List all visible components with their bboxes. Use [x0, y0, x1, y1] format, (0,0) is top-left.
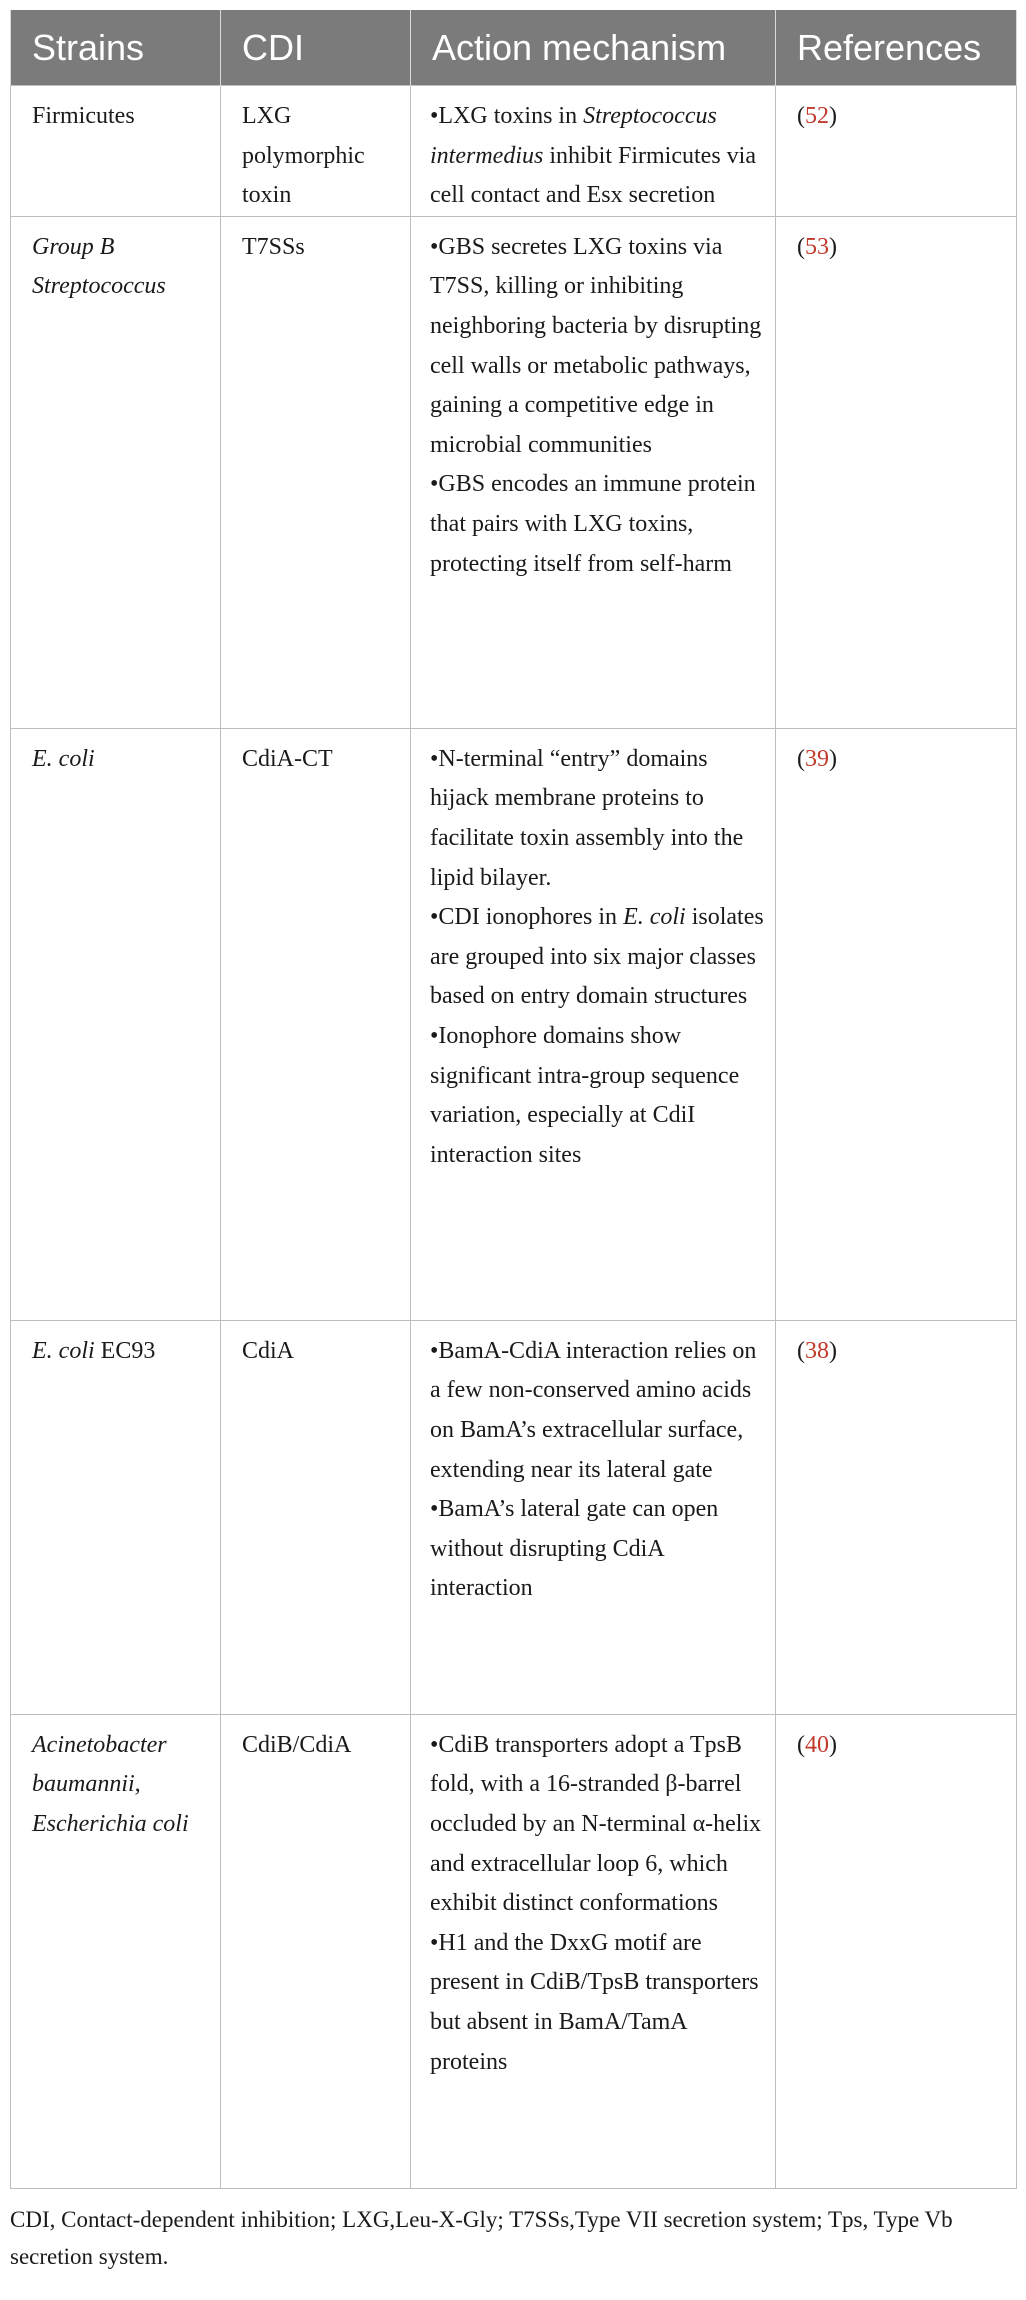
- header-row: [11, 10, 1017, 86]
- mechanism-text: •CdiB transporters adopt a TpsB fold, with a 16-stranded β-barrel occluded by an N-terminal α-helix and extracellular loop 6, which exhibit distinct conformations: [430, 1731, 762, 1917]
- reference-cell: [776, 728, 1017, 1320]
- table-container: [10, 10, 1016, 2275]
- mechanism-text: •LXG toxins in: [430, 103, 584, 129]
- ref-paren-open: (: [797, 1337, 805, 1364]
- mechanism-cell: [411, 1320, 776, 1714]
- mechanism-bullet: [430, 1017, 765, 1175]
- mechanism-text: inhibit Firmicutes via cell contact and Esx secretion: [430, 142, 756, 209]
- mechanism-bullet: [430, 1924, 765, 2082]
- strain-cell: [11, 1714, 221, 2188]
- mechanism-table: [10, 10, 1017, 2189]
- strain-name: E. coli: [32, 1337, 95, 1364]
- mechanism-text: •Ionophore domains show significant intra-group sequence variation, especially at CdiI interaction sites: [430, 1022, 740, 1168]
- mechanism-bullet: [430, 1332, 765, 1490]
- reference-cell: [776, 216, 1017, 728]
- mechanism-text: •BamA-CdiA interaction relies on a few non-conserved amino acids on BamA’s extracellular surface, extending near its lateral gate: [430, 1337, 757, 1483]
- mechanism-bullet: [430, 228, 765, 466]
- table-row: [11, 728, 1017, 1320]
- ref-paren-open: (: [797, 233, 805, 260]
- mechanism-bullet: [430, 97, 765, 216]
- mechanism-bullet: [430, 1490, 765, 1609]
- mechanism-bullet: [430, 740, 765, 898]
- reference-link[interactable]: 53: [805, 233, 829, 260]
- table-row: [11, 1714, 1017, 2188]
- cdi-cell: CdiA: [221, 1320, 411, 1714]
- mechanism-text: •N-terminal “entry” domains hijack membrane proteins to facilitate toxin assembly into the lipid bilayer.: [430, 745, 744, 891]
- ref-paren-open: (: [797, 103, 805, 129]
- reference-link[interactable]: 39: [805, 745, 829, 772]
- mechanism-cell: [411, 86, 776, 217]
- cdi-cell: T7SSs: [221, 216, 411, 728]
- header-cdi: CDI: [221, 10, 411, 86]
- header-strains: Strains: [11, 10, 221, 86]
- strain-cell: [11, 86, 221, 217]
- reference-cell: [776, 1714, 1017, 2188]
- header-references: References: [776, 10, 1017, 86]
- ref-paren-open: (: [797, 745, 805, 772]
- strain-name: E. coli: [32, 745, 95, 772]
- strain-cell: [11, 1320, 221, 1714]
- mechanism-bullet: [430, 465, 765, 584]
- mechanism-cell: [411, 728, 776, 1320]
- reference-link[interactable]: 52: [805, 103, 829, 129]
- ref-paren-close: ): [829, 103, 837, 129]
- header-action-mechanism: Action mechanism: [411, 10, 776, 86]
- ref-paren-close: ): [829, 1337, 837, 1364]
- table-row: [11, 216, 1017, 728]
- ref-paren-open: (: [797, 1731, 805, 1758]
- strain-name: Firmicutes: [32, 103, 135, 129]
- table-body: [11, 86, 1017, 2189]
- table-footnote: CDI, Contact-dependent inhibition; LXG,Leu-X-Gly; T7SSs,Type VII secretion system; Tps, Type Vb secretion system.: [10, 2206, 953, 2269]
- reference-link[interactable]: 38: [805, 1337, 829, 1364]
- table-header: [11, 10, 1017, 86]
- reference-cell: [776, 86, 1017, 217]
- ref-paren-close: ): [829, 745, 837, 772]
- mechanism-bullet: [430, 1726, 765, 1924]
- reference-link[interactable]: 40: [805, 1731, 829, 1758]
- cdi-cell: CdiB/CdiA: [221, 1714, 411, 2188]
- mechanism-bullet: [430, 898, 765, 1017]
- mechanism-text: •BamA’s lateral gate can open without disrupting CdiA interaction: [430, 1496, 719, 1602]
- mechanism-cell: [411, 216, 776, 728]
- cdi-cell: CdiA-CT: [221, 728, 411, 1320]
- strain-cell: [11, 216, 221, 728]
- mechanism-italic-text: E. coli: [623, 904, 686, 931]
- ref-paren-close: ): [829, 1731, 837, 1758]
- reference-cell: [776, 1320, 1017, 1714]
- table-row: [11, 86, 1017, 217]
- mechanism-cell: [411, 1714, 776, 2188]
- mechanism-text: •GBS secretes LXG toxins via T7SS, killing or inhibiting neighboring bacteria by disrupting cell walls or metabolic pathways, gaining a competitive edge in microbial communities: [430, 233, 762, 458]
- strain-name: Group B Streptococcus: [32, 233, 166, 300]
- ref-paren-close: ): [829, 233, 837, 260]
- table-row: [11, 1320, 1017, 1714]
- mechanism-text: •H1 and the DxxG motif are present in CdiB/TpsB transporters but absent in BamA/TamA proteins: [430, 1929, 759, 2075]
- strain-name: Acinetobacter baumannii, Escherichia coli: [32, 1731, 189, 1837]
- mechanism-italic-text: Streptococcus intermedius: [430, 103, 717, 169]
- strain-suffix: EC93: [94, 1337, 156, 1364]
- mechanism-text: •GBS encodes an immune protein that pairs with LXG toxins, protecting itself from self-harm: [430, 471, 756, 577]
- strain-cell: [11, 728, 221, 1320]
- mechanism-text: isolates are grouped into six major classes based on entry domain structures: [430, 904, 764, 1010]
- mechanism-text: •CDI ionophores in: [430, 904, 624, 931]
- cdi-cell: LXG polymorphic toxin: [221, 86, 411, 217]
